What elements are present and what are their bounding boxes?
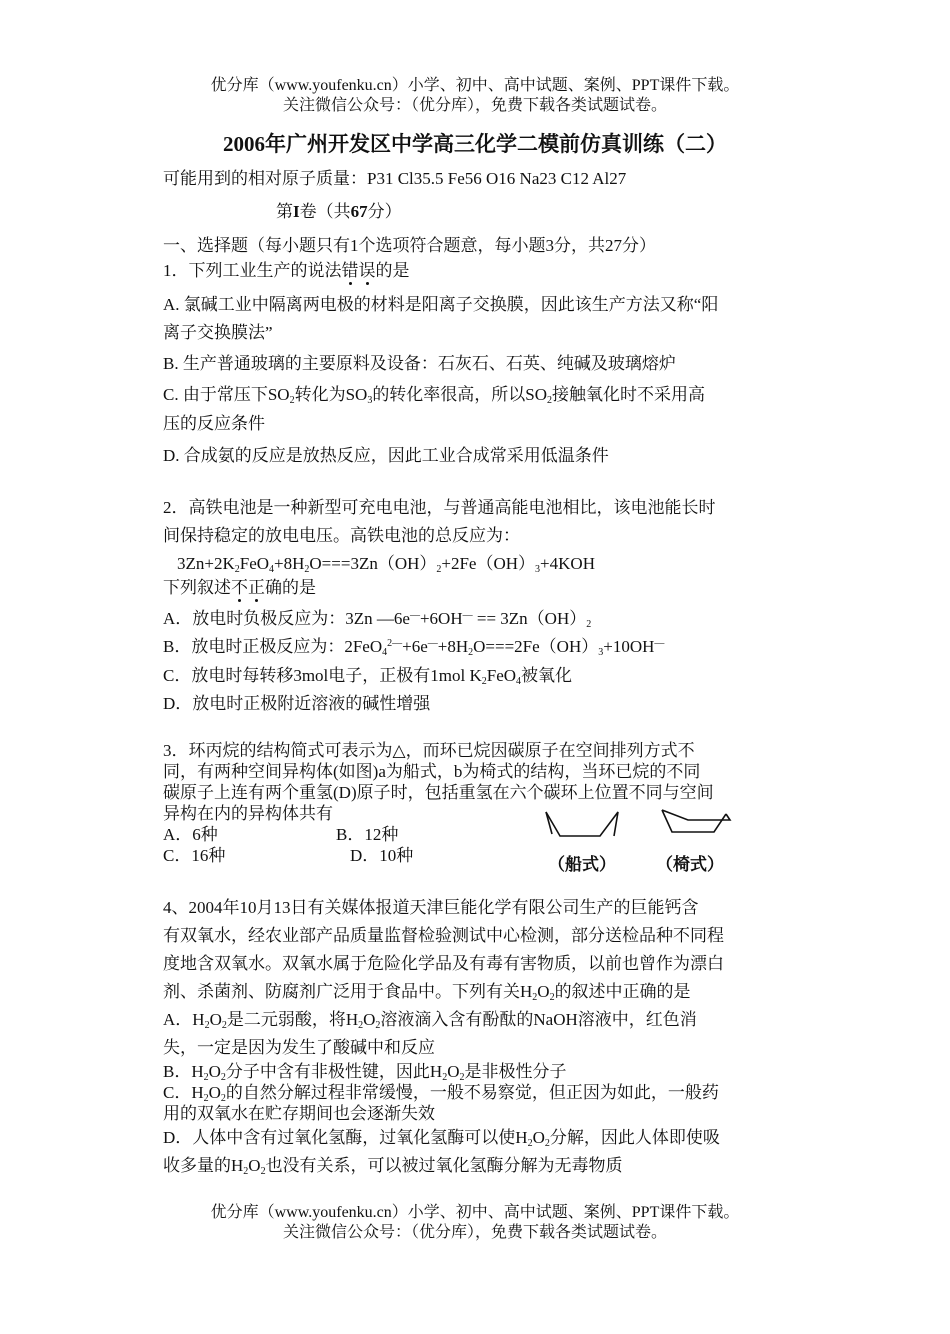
q2-option-b: B．放电时正极反应为：$2FeO_4^{2—}+6e^—+8H_2O===2Fe(OH)_3+10OH^—$ [163, 637, 665, 658]
q3-stem-3: 碳原子上连有两个重氢(D)原子时，包括重氢在六个碳环上位置不同与空间 [163, 783, 714, 802]
footer-line-1: 优分库（www.youfenku.cn）小学、初中、高中试题、案例、PPT课件下载。 [210, 1204, 740, 1221]
q4-option-d-cont: 收多量的$H_2O_2$也没有关系，可以被过氧化氢酶分解为无毒物质 [163, 1156, 623, 1177]
q4-option-d: D．人体中含有过氧化氢酶，过氧化氢酶可以使$H_2O_2$分解，因此人体即使吸 [163, 1128, 720, 1149]
page-title: 2006年广州开发区中学高三化学二模前仿真训练（二） [223, 132, 727, 156]
q4-option-a-cont: 失，一定是因为发生了酸碱中和反应 [163, 1038, 435, 1057]
section-heading: 第I卷（共67分） [276, 202, 402, 221]
q3-option-b: B．12种 [336, 825, 399, 844]
q1-option-a: A. 氯碱工业中隔离两电极的材料是阳离子交换膜，因此该生产方法又称“阳 [163, 295, 719, 314]
footer-line-2: 关注微信公众号：（优分库），免费下载各类试题试卷。 [282, 1224, 667, 1241]
q2-option-a: A．放电时负极反应为：3Zn —6e—+6OH— == $3Zn(OH)_2$ [163, 609, 592, 630]
q3-stem-2: 同，有两种空间异构体(如图)a为船式，b为椅式的结构，当环已烷的不同 [163, 762, 701, 781]
q2-ask: 下列叙述不正确的是 [163, 578, 316, 597]
q1-stem: 1．下列工业生产的说法错误的是 [163, 261, 410, 280]
boat-conformation [546, 812, 618, 836]
boat-label: （船式） [548, 855, 616, 875]
q2-stem-2: 间保持稳定的放电电压。高铁电池的总反应为： [163, 526, 520, 545]
q1-option-c-cont: 压的反应条件 [163, 414, 265, 433]
q3-option-c: C．16种 [163, 846, 226, 865]
q1-option-c: C. 由于常压下$SO_2$转化为$SO_3$的转化率很高，所以$SO_2$接触氧化时不采用高 [163, 385, 706, 406]
q4-stem-2: 有双氧水，经农业部产品质量监督检验测试中心检测，部分送检品种不同程 [163, 926, 724, 945]
q4-stem-3: 度地含双氧水。双氧水属于危险化学品及有毒有害物质，以前也曾作为漂白 [163, 954, 724, 973]
header-line-1: 优分库（www.youfenku.cn）小学、初中、高中试题、案例、PPT课件下载。 [210, 77, 740, 94]
q4-option-c-cont: 用的双氧水在贮存期间也会逐渐失效 [163, 1104, 435, 1123]
boat-left-edge [546, 812, 552, 834]
part1-heading: 一、选择题（每小题只有1个选项符合题意，每小题3分，共27分） [163, 236, 656, 255]
chair-label: （椅式） [656, 855, 724, 875]
q2-option-d: D．放电时正极附近溶液的碱性增强 [163, 694, 431, 713]
q1-option-d: D. 合成氨的反应是放热反应，因此工业合成常采用低温条件 [163, 446, 609, 465]
q3-stem-1: 3．环丙烷的结构简式可表示为△，而环已烷因碳原子在空间排列方式不 [163, 741, 695, 760]
cyclohexane-figure [538, 804, 748, 874]
q4-option-c: C．$H_2O_2$的自然分解过程非常缓慢，一般不易察觉，但正因为如此，一般药 [163, 1083, 719, 1104]
q2-option-c: C．放电时每转移3mol电子，正极有1mol $K_2FeO_4$被氧化 [163, 666, 573, 687]
q1-option-a-cont: 离子交换膜法” [163, 323, 273, 342]
q2-equation: $3Zn+2K_2FeO_4+8H_2O===3Zn(OH)_2+2Fe(OH)_3+4KOH$ [177, 554, 595, 575]
q1-option-b: B. 生产普通玻璃的主要原料及设备：石灰石、石英、纯碱及玻璃熔炉 [163, 354, 676, 373]
q4-option-a: A．$H_2O_2$是二元弱酸，将$H_2O_2$溶液滴入含有酚酞的NaOH溶液中，红色消 [163, 1010, 697, 1031]
q3-option-a: A．6种 [163, 825, 218, 844]
q4-stem-4: 剂、杀菌剂、防腐剂广泛用于食品中。下列有关$H_2O_2$的叙述中正确的是 [163, 982, 691, 1003]
q3-option-d: D．10种 [350, 846, 414, 865]
header-line-2: 关注微信公众号：（优分库），免费下载各类试题试卷。 [282, 97, 667, 114]
q2-stem-1: 2．高铁电池是一种新型可充电电池，与普通高能电池相比，该电池能长时 [163, 498, 716, 517]
q3-stem-4: 异构在内的异构体共有 [163, 804, 333, 823]
q4-option-b: B．$H_2O_2$分子中含有非极性键，因此$H_2O_2$是非极性分子 [163, 1062, 567, 1083]
chair-back [662, 810, 730, 820]
q4-stem-1: 4、2004年10月13日有关媒体报道天津巨能化学有限公司生产的巨能钙含 [163, 898, 699, 917]
atomic-masses: 可能用到的相对原子质量：P31 Cl35.5 Fe56 O16 Na23 C12 Al27 [163, 169, 627, 188]
